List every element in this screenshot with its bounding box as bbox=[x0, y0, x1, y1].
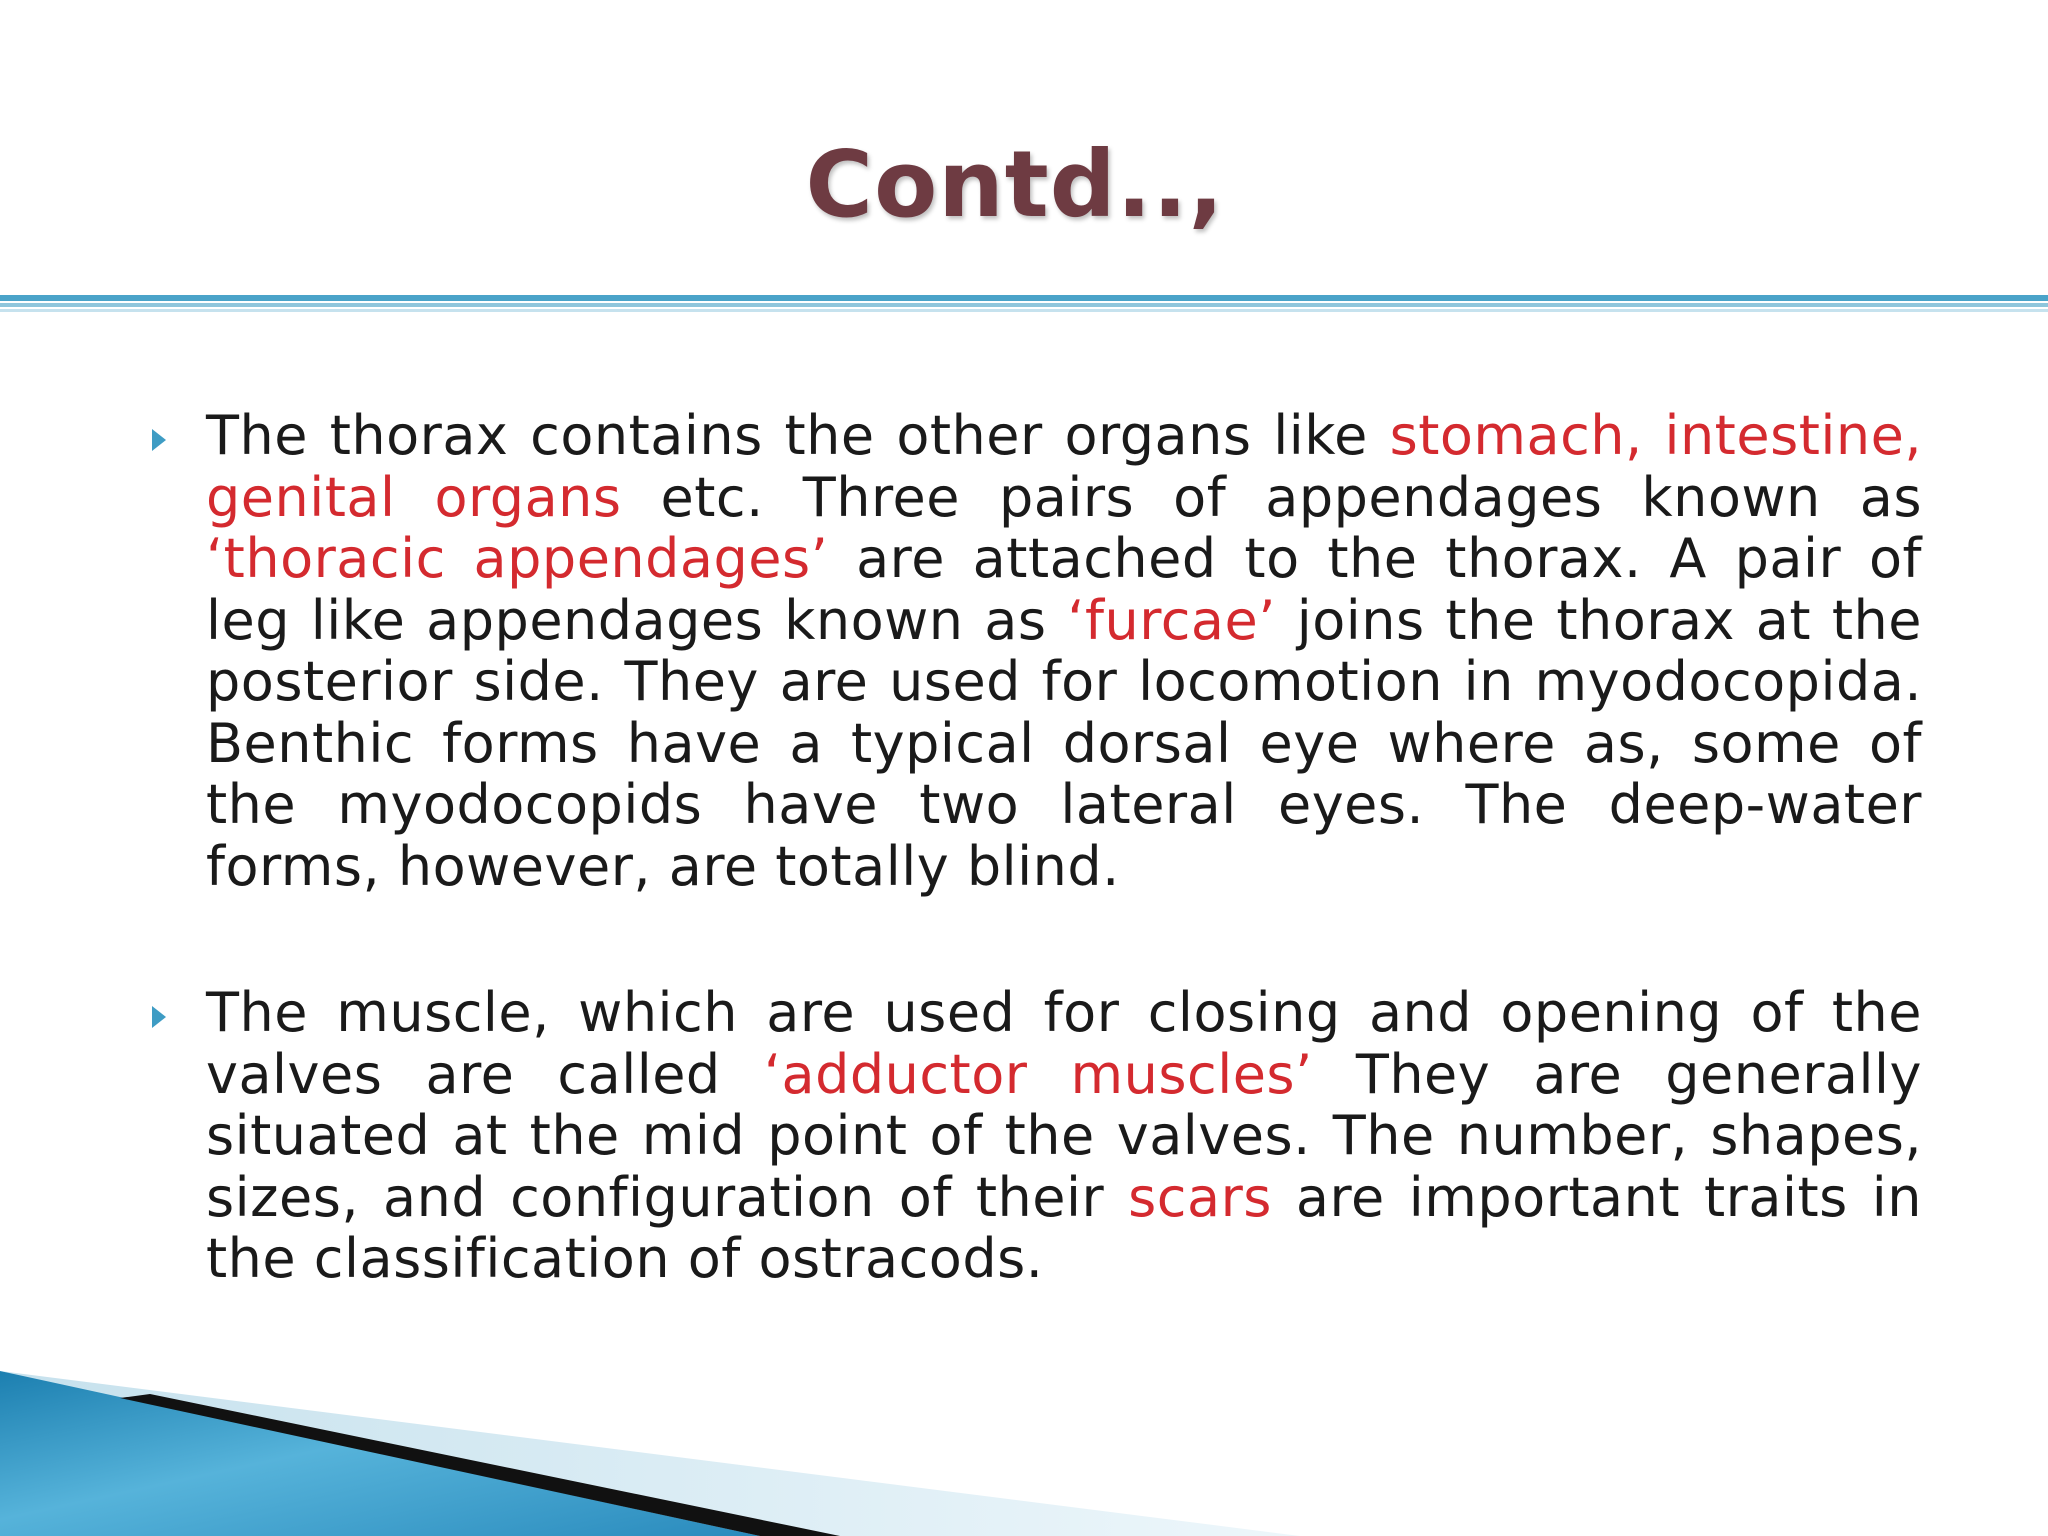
decorative-corner-swoosh bbox=[0, 1276, 1300, 1536]
bullet-text bbox=[206, 982, 1922, 1290]
highlighted-term: stomach, intestine, genital organs bbox=[206, 404, 1922, 529]
text-segment: are important traits in the classification of ostracods. bbox=[206, 1165, 1922, 1290]
text-segment: etc. Three pairs of appendages known as bbox=[621, 465, 1922, 529]
text-segment: are attached to the thorax. A pair of leg like appendages known as bbox=[206, 527, 1922, 652]
title-divider-glow bbox=[0, 309, 2048, 312]
text-segment: They are generally situated at the mid point of the valves. The number, shapes, sizes, and configuration of their bbox=[206, 1042, 1922, 1229]
highlighted-term: ‘furcae’ bbox=[1067, 588, 1276, 652]
triangle-right-bullet-icon bbox=[152, 429, 166, 451]
title-divider-shadow bbox=[0, 303, 2048, 307]
highlighted-term: ‘thoracic appendages’ bbox=[206, 527, 829, 590]
highlighted-term: ‘adductor muscles’ bbox=[763, 1042, 1313, 1106]
text-segment: joins the thorax at the posterior side. They are used for locomotion in myodocopida. Benthic forms have a typical dorsal eye where as, some of the myodocopids have two lateral eyes. The deep-water forms, however, are totally blind. bbox=[206, 588, 1922, 898]
triangle-right-bullet-icon bbox=[152, 1006, 166, 1028]
title-divider bbox=[0, 295, 2048, 301]
slide-title: Contd.., bbox=[805, 131, 1225, 238]
bullet-text bbox=[206, 405, 1922, 897]
highlighted-term: scars bbox=[1128, 1165, 1272, 1229]
text-segment: The thorax contains the other organs like bbox=[206, 404, 1390, 467]
text-segment: The muscle, which are used for closing and opening of the valves are called bbox=[206, 981, 1922, 1106]
